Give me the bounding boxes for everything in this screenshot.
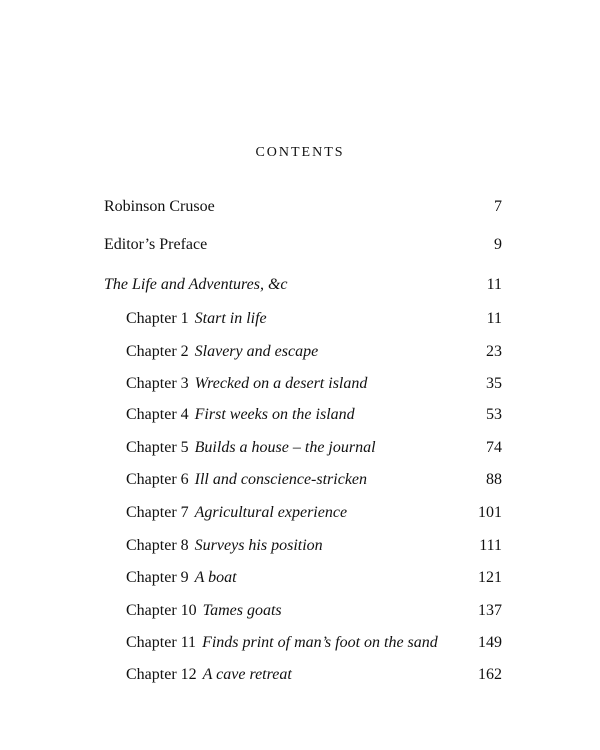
toc-entry[interactable] bbox=[0, 236, 600, 260]
toc-chapter-entry[interactable] bbox=[0, 406, 600, 430]
toc-chapter-entry[interactable] bbox=[0, 439, 600, 463]
chapter-label: Chapter 9 bbox=[126, 569, 189, 586]
chapter-title: Ill and conscience-stricken bbox=[194, 471, 368, 488]
chapter-page: 162 bbox=[478, 666, 502, 683]
contents-heading: CONTENTS bbox=[255, 145, 345, 160]
toc-entry-page: 11 bbox=[486, 276, 502, 293]
toc-entry-page: 9 bbox=[494, 236, 502, 253]
chapter-title: Start in life bbox=[194, 310, 267, 327]
chapter-page: 111 bbox=[479, 537, 502, 554]
toc-entry-title: Editor’s Preface bbox=[104, 236, 208, 253]
chapter-title: A boat bbox=[194, 569, 237, 586]
chapter-label: Chapter 6 bbox=[126, 471, 189, 488]
chapter-page: 53 bbox=[486, 406, 502, 423]
chapter-label: Chapter 3 bbox=[126, 375, 189, 392]
toc-chapter-entry[interactable] bbox=[0, 569, 600, 593]
chapter-label: Chapter 1 bbox=[126, 310, 189, 327]
chapter-label: Chapter 7 bbox=[126, 504, 189, 521]
toc-entry[interactable] bbox=[0, 276, 600, 300]
chapter-page: 74 bbox=[486, 439, 502, 456]
chapter-label: Chapter 10 bbox=[126, 602, 197, 619]
chapter-page: 88 bbox=[486, 471, 502, 488]
chapter-title: Surveys his position bbox=[194, 537, 323, 554]
toc-entry-title: Robinson Crusoe bbox=[104, 198, 215, 215]
chapter-label: Chapter 4 bbox=[126, 406, 189, 423]
chapter-label: Chapter 2 bbox=[126, 343, 189, 360]
chapter-page: 35 bbox=[486, 375, 502, 392]
chapter-page: 121 bbox=[478, 569, 502, 586]
chapter-page: 11 bbox=[486, 310, 502, 327]
toc-entry-title: The Life and Adventures, &c bbox=[104, 276, 288, 293]
chapter-title: First weeks on the island bbox=[194, 406, 355, 423]
toc-chapter-entry[interactable] bbox=[0, 537, 600, 561]
chapter-title: Builds a house – the journal bbox=[194, 439, 376, 456]
toc-chapter-entry[interactable] bbox=[0, 504, 600, 528]
chapter-page: 101 bbox=[478, 504, 502, 521]
chapter-title: Wrecked on a desert island bbox=[194, 375, 368, 392]
toc-entry[interactable] bbox=[0, 198, 600, 222]
chapter-title: Tames goats bbox=[202, 602, 282, 619]
chapter-title: Slavery and escape bbox=[194, 343, 319, 360]
toc-chapter-entry[interactable] bbox=[0, 343, 600, 367]
chapter-label: Chapter 8 bbox=[126, 537, 189, 554]
toc-chapter-entry[interactable] bbox=[0, 602, 600, 626]
toc-entry-page: 7 bbox=[494, 198, 502, 215]
chapter-label: Chapter 11 bbox=[126, 634, 197, 651]
toc-chapter-entry[interactable] bbox=[0, 634, 600, 658]
toc-chapter-entry[interactable] bbox=[0, 471, 600, 495]
chapter-title: Finds print of man’s foot on the sand bbox=[202, 634, 438, 651]
chapter-page: 23 bbox=[486, 343, 502, 360]
chapter-title: Agricultural experience bbox=[194, 504, 348, 521]
chapter-title: A cave retreat bbox=[202, 666, 292, 683]
chapter-page: 149 bbox=[478, 634, 502, 651]
chapter-label: Chapter 5 bbox=[126, 439, 189, 456]
chapter-label: Chapter 12 bbox=[126, 666, 197, 683]
chapter-page: 137 bbox=[478, 602, 502, 619]
toc-chapter-entry[interactable] bbox=[0, 310, 600, 334]
toc-chapter-entry[interactable] bbox=[0, 666, 600, 690]
toc-chapter-entry[interactable] bbox=[0, 375, 600, 399]
